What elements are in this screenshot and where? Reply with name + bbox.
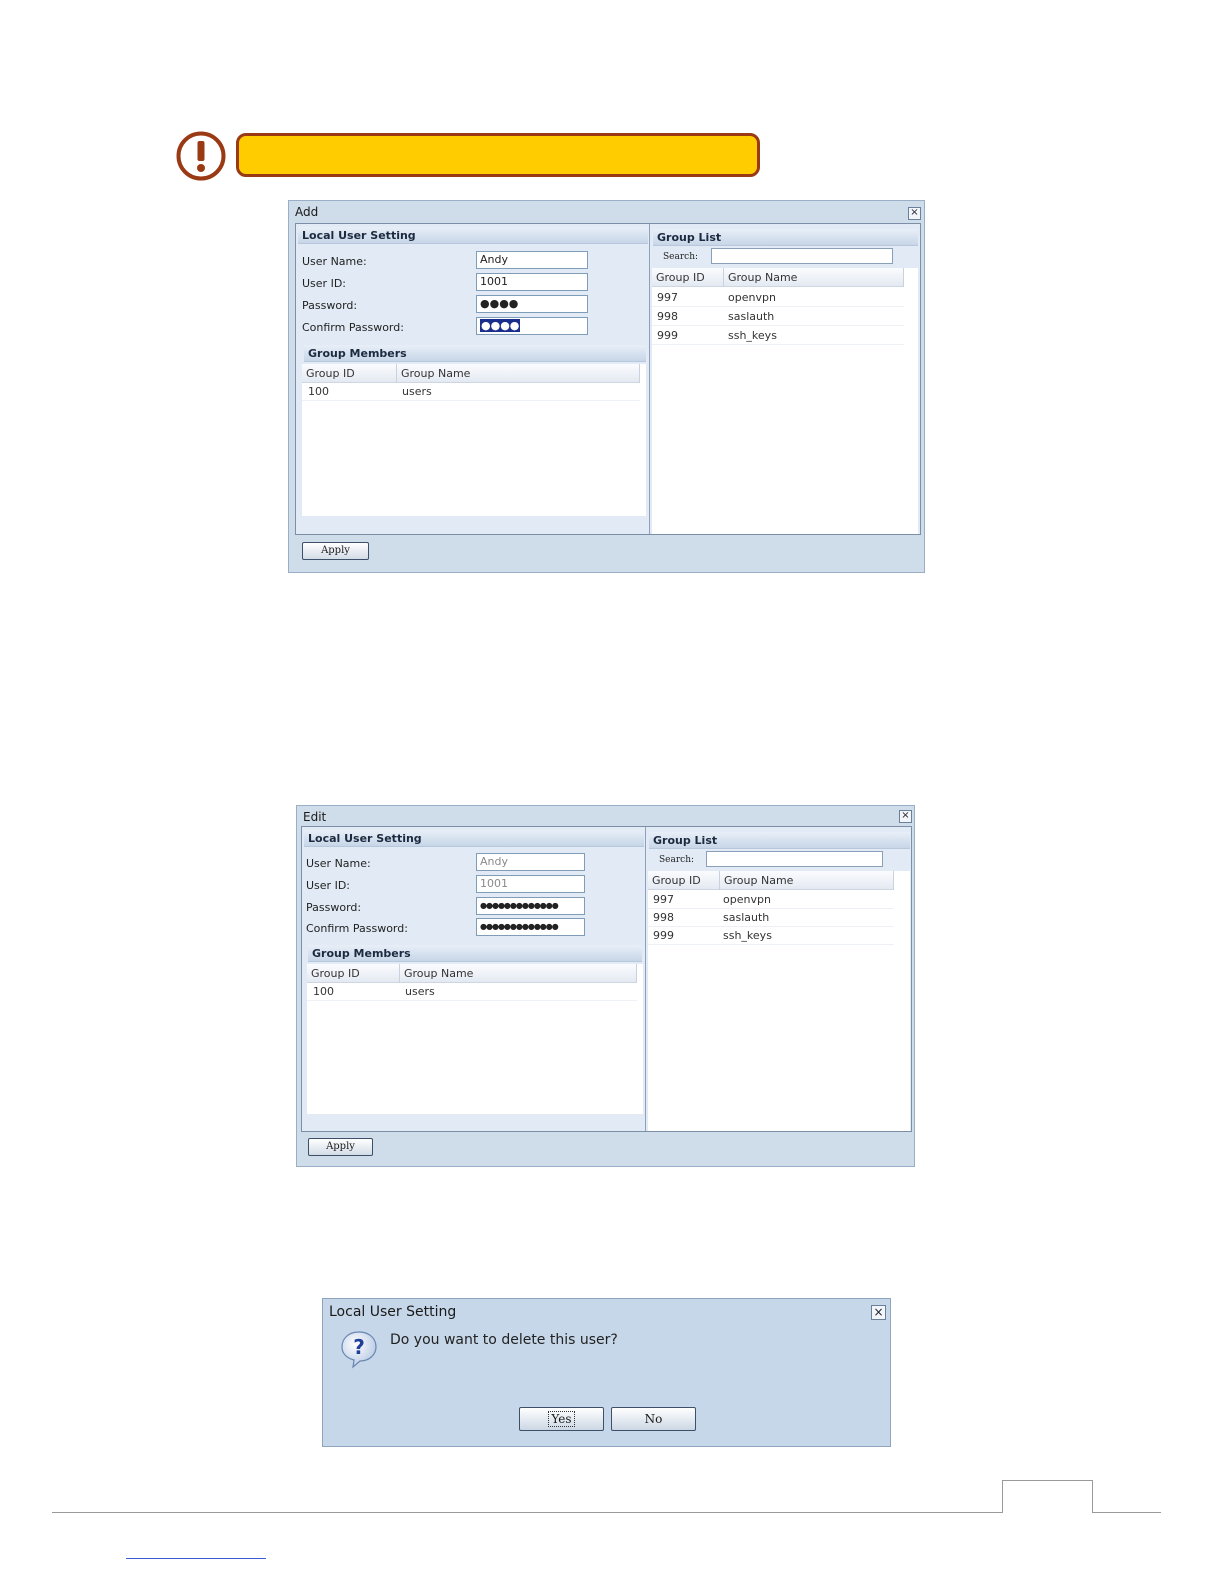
group-list-heading: Group List	[653, 229, 918, 246]
group-list-table	[652, 268, 918, 534]
field-label: Password:	[302, 299, 358, 312]
page-number-tab	[1002, 1480, 1093, 1513]
local-user-setting-heading: Local User Setting	[298, 227, 648, 244]
field-label: Confirm Password:	[306, 922, 408, 935]
field-label: User Name:	[302, 255, 367, 268]
group-id-cell: 997	[657, 291, 678, 304]
group-id-cell: 999	[653, 929, 674, 942]
column-header-group-id[interactable]: Group ID	[307, 964, 400, 983]
user-id-input[interactable]: 1001	[476, 875, 585, 893]
column-header-group-name[interactable]: Group Name	[400, 964, 637, 983]
group-name-cell: saslauth	[723, 911, 770, 924]
main-panel	[301, 826, 912, 1132]
group-id-cell: 997	[653, 893, 674, 906]
group-members-table	[302, 364, 646, 516]
table-row[interactable]	[648, 891, 894, 909]
note-banner	[236, 133, 760, 177]
field-label: Password:	[306, 901, 362, 914]
column-header-group-name[interactable]: Group Name	[724, 268, 904, 287]
table-header	[648, 871, 894, 890]
delete-confirm-dialog	[322, 1298, 891, 1447]
footer-rule	[52, 1512, 1002, 1513]
column-header-group-id[interactable]: Group ID	[652, 268, 724, 287]
group-id-cell: 100	[313, 985, 334, 998]
panel-divider	[649, 224, 650, 534]
close-icon[interactable]: ×	[871, 1305, 886, 1320]
group-name-cell: ssh_keys	[723, 929, 772, 942]
table-row[interactable]	[652, 308, 904, 326]
group-id-cell: 998	[653, 911, 674, 924]
table-header	[307, 964, 637, 983]
question-bubble-icon	[339, 1329, 379, 1369]
footer-link-underline	[126, 1558, 266, 1559]
search-label: Search:	[659, 855, 695, 865]
close-icon[interactable]: ×	[899, 810, 912, 823]
local-user-setting-heading: Local User Setting	[304, 830, 644, 847]
field-label: User ID:	[306, 879, 350, 892]
confirm-password-input[interactable]: ●●●●●●●●●●●●●	[476, 918, 585, 936]
group-id-cell: 998	[657, 310, 678, 323]
group-id-cell: 999	[657, 329, 678, 342]
field-label: Confirm Password:	[302, 321, 404, 334]
group-name-cell: openvpn	[728, 291, 776, 304]
table-header	[302, 364, 640, 383]
table-row[interactable]	[648, 909, 894, 927]
svg-text:?: ?	[353, 1335, 365, 1359]
table-header	[652, 268, 904, 287]
group-list-heading: Group List	[649, 832, 910, 849]
group-search-input[interactable]	[711, 248, 893, 264]
field-label: User ID:	[302, 277, 346, 290]
user-name-input[interactable]: Andy	[476, 251, 588, 269]
group-members-table	[307, 964, 643, 1114]
group-search-input[interactable]	[706, 851, 883, 867]
edit-user-window	[296, 805, 915, 1167]
password-input[interactable]: ●●●●●●●●●●●●●	[476, 897, 585, 915]
table-row[interactable]	[652, 289, 904, 307]
yes-button-label: Yes	[548, 1411, 574, 1427]
column-header-group-name[interactable]: Group Name	[720, 871, 894, 890]
column-header-group-name[interactable]: Group Name	[397, 364, 640, 383]
table-row[interactable]	[652, 327, 904, 345]
main-panel	[295, 223, 921, 535]
apply-button[interactable]: Apply	[308, 1138, 373, 1156]
table-row[interactable]	[307, 983, 637, 1001]
search-label: Search:	[663, 252, 699, 262]
table-row[interactable]	[302, 383, 640, 401]
close-icon[interactable]: ×	[908, 207, 921, 220]
apply-button[interactable]: Apply	[302, 542, 369, 560]
group-name-cell: openvpn	[723, 893, 771, 906]
dialog-title: Local User Setting	[329, 1304, 457, 1320]
dialog-message: Do you want to delete this user?	[390, 1332, 618, 1348]
group-name-cell: ssh_keys	[728, 329, 777, 342]
selected-password-text: ●●●●	[481, 319, 520, 332]
confirm-password-input[interactable]	[476, 317, 588, 335]
no-button[interactable]: No	[611, 1407, 696, 1431]
window-title: Edit	[303, 810, 327, 824]
window-title: Add	[295, 205, 319, 219]
table-row[interactable]	[648, 927, 894, 945]
group-id-cell: 100	[308, 385, 329, 398]
group-name-cell: users	[402, 385, 432, 398]
user-id-input[interactable]: 1001	[476, 273, 588, 291]
add-user-window	[288, 200, 925, 573]
column-header-group-id[interactable]: Group ID	[302, 364, 397, 383]
group-name-cell: saslauth	[728, 310, 775, 323]
group-members-heading: Group Members	[304, 345, 646, 362]
column-header-group-id[interactable]: Group ID	[648, 871, 720, 890]
panel-divider	[645, 827, 646, 1131]
user-name-input[interactable]: Andy	[476, 853, 585, 871]
footer-rule-right	[1093, 1512, 1161, 1513]
field-label: User Name:	[306, 857, 371, 870]
group-list-table	[648, 871, 910, 1131]
exclamation-circle-icon	[176, 131, 226, 181]
password-input[interactable]: ●●●●	[476, 295, 588, 313]
group-members-heading: Group Members	[308, 945, 642, 962]
yes-button[interactable]	[519, 1407, 604, 1431]
group-name-cell: users	[405, 985, 435, 998]
